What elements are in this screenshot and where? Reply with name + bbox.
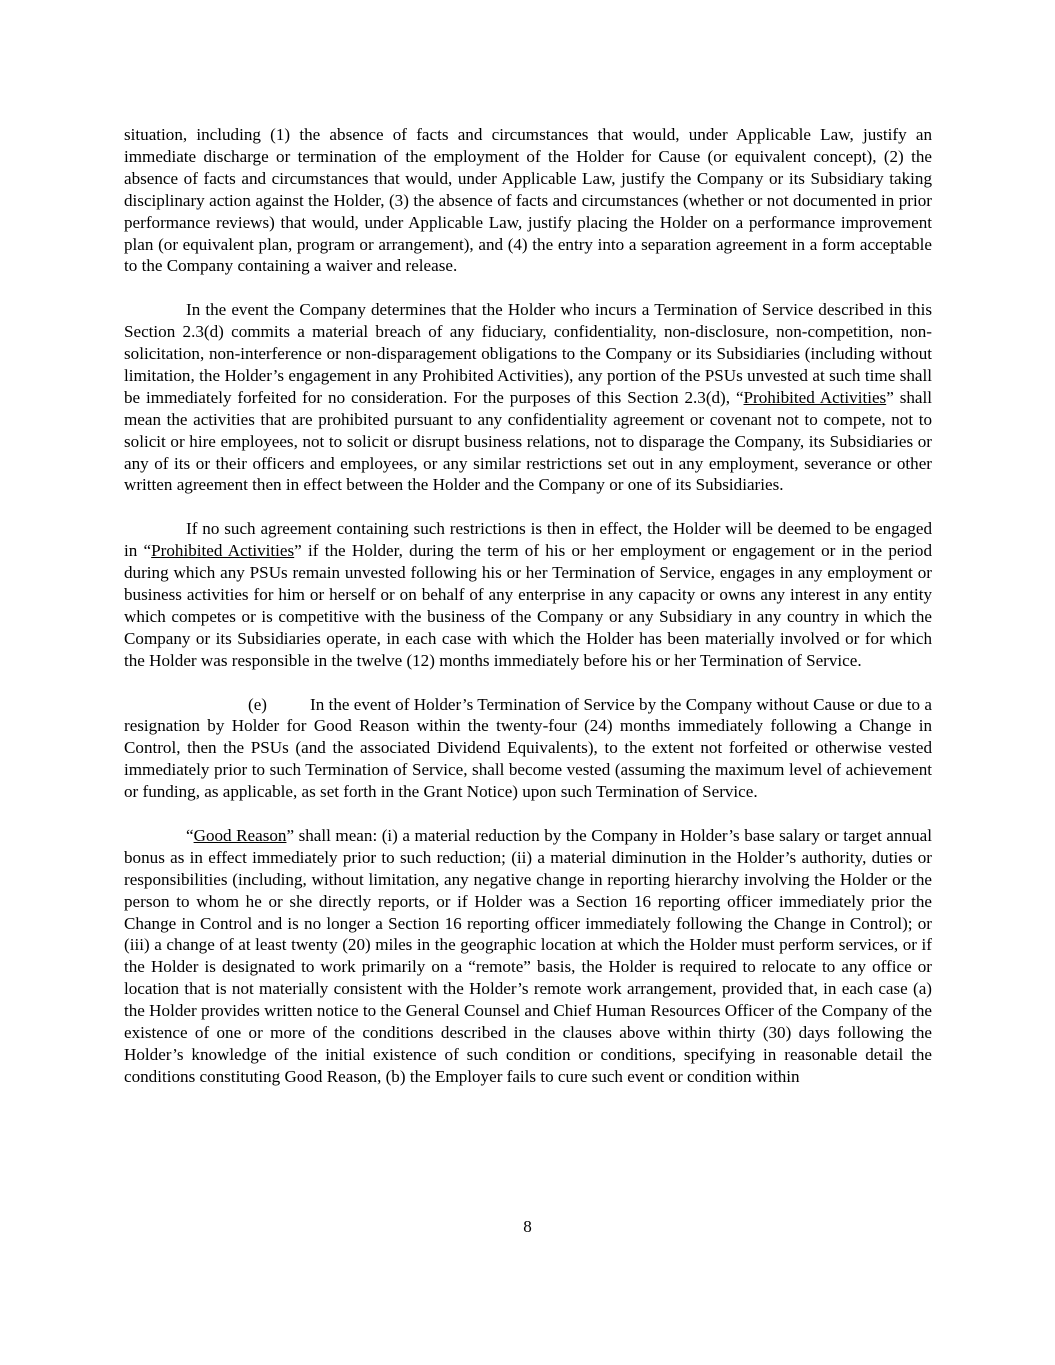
page-number: 8 — [523, 1217, 532, 1236]
paragraph-section-e-text: In the event of Holder’s Termination of Service by the Company without Cause or due to a resignation by Holder for Good Reason within the twenty-four (24) months immediately following a Change in Control, then the PSUs (and the associated Dividend Equivalents), to the extent not forfeited or otherwise vested immediately prior to such Termination of Service, shall become vested (assuming the maximum level of achievement or funding, as applicable, as set forth in the Grant Notice) upon such Termination of Service. — [124, 694, 932, 802]
paragraph-no-agreement — [124, 518, 932, 671]
paragraph-no-agreement-text-b: ” if the Holder, during the term of his or her employment or engagement or in the period during which any PSUs remain unvested following his or her Termination of Service, engages in any employment or business activities for him or herself or on behalf of any enterprise in any capacity or owns any interest in any entity which competes or is competitive with the business of the Company or any Subsidiary in any country in which the Company or its Subsidiaries operate, in each case with which the Holder has been materially involved or for which the Holder was responsible in the twelve (12) months immediately before his or her Termination of Service. — [124, 541, 932, 670]
paragraph-good-reason — [124, 825, 932, 1088]
section-e-marker: (e) — [248, 694, 267, 714]
paragraph-good-reason-open-quote: “ — [186, 825, 194, 845]
defined-term-prohibited-activities-2: Prohibited Activities — [151, 541, 295, 561]
paragraph-good-reason-text: ” shall mean: (i) a material reduction by the Company in Holder’s base salary or target annual bonus as in effect immediately prior to such reduction; (ii) a material diminution in the Holder’s authority, duties or responsibilities (including, without limitation, any negative change in reporting hierarchy involving the Holder or the person to whom he or she directly reports, or if Holder was a Section 16 reporting officer immediately prior the Change in Control and is no longer a Section 16 reporting officer immediately following the Change in Control); or (iii) a change of at least twenty (20) miles in the geographic location at which the Holder must perform services, or if the Holder is designated to work primarily on a “remote” basis, the Holder is required to relocate to any office or location that is not materially consistent with the Holder’s remote work arrangement, provided that, in each case (a) the Holder provides written notice to the General Counsel and Chief Human Resources Officer of the Company of the existence of one or more of the conditions described in the clauses above within thirty (30) days following the Holder’s knowledge of the initial existence of such condition or conditions, specifying in reasonable detail the conditions constituting Good Reason, (b) the Employer fails to cure such event or condition within — [124, 825, 932, 1086]
document-page — [124, 124, 932, 1110]
paragraph-section-e — [124, 694, 932, 804]
paragraph-situation — [124, 124, 932, 277]
paragraph-material-breach — [124, 299, 932, 496]
paragraph-situation-text: situation, including (1) the absence of facts and circumstances that would, under Applicable Law, justify an immediate discharge or termination of the employment of the Holder for Cause (or equivalent concept), (2) the absence of facts and circumstances that would, under Applicable Law, justify the Company or its Subsidiary taking disciplinary action against the Holder, (3) the absence of facts and circumstances (whether or not documented in prior performance reviews) that would, under Applicable Law, justify placing the Holder on a performance improvement plan (or equivalent plan, program or arrangement), and (4) the entry into a separation agreement in a form acceptable to the Company containing a waiver and release. — [124, 125, 932, 276]
paragraph-material-breach-text-a: In the event the Company determines that the Holder who incurs a Termination of Service described in this Section 2.3(d) commits a material breach of any fiduciary, confidentiality, non-disclosure, non-competition, non-solicitation, non-interference or non-disparagement obligations to the Company or its Subsidiaries (including without limitation, the Holder’s engagement in any Prohibited Activities), any portion of the PSUs unvested at such time shall be immediately forfeited for no consideration. For the purposes of this Section 2.3(d), “ — [124, 300, 932, 407]
defined-term-prohibited-activities: Prohibited Activities — [743, 387, 887, 407]
paragraph-no-agreement-text-a: If no such agreement containing such restrictions is then in effect, the Holder will be deemed to be engaged in “ — [124, 519, 932, 561]
paragraph-material-breach-text-b: ” shall mean the activities that are prohibited pursuant to any confidentiality agreement or covenant not to compete, not to solicit or hire employees, not to solicit or disrupt business relations, not to disparage the Company, its Subsidiaries or any of its or their officers and employees, or any similar restrictions set out in any employment, severance or other written agreement then in effect between the Holder and the Company or one of its Subsidiaries. — [124, 387, 932, 495]
defined-term-good-reason: Good Reason — [193, 825, 287, 845]
